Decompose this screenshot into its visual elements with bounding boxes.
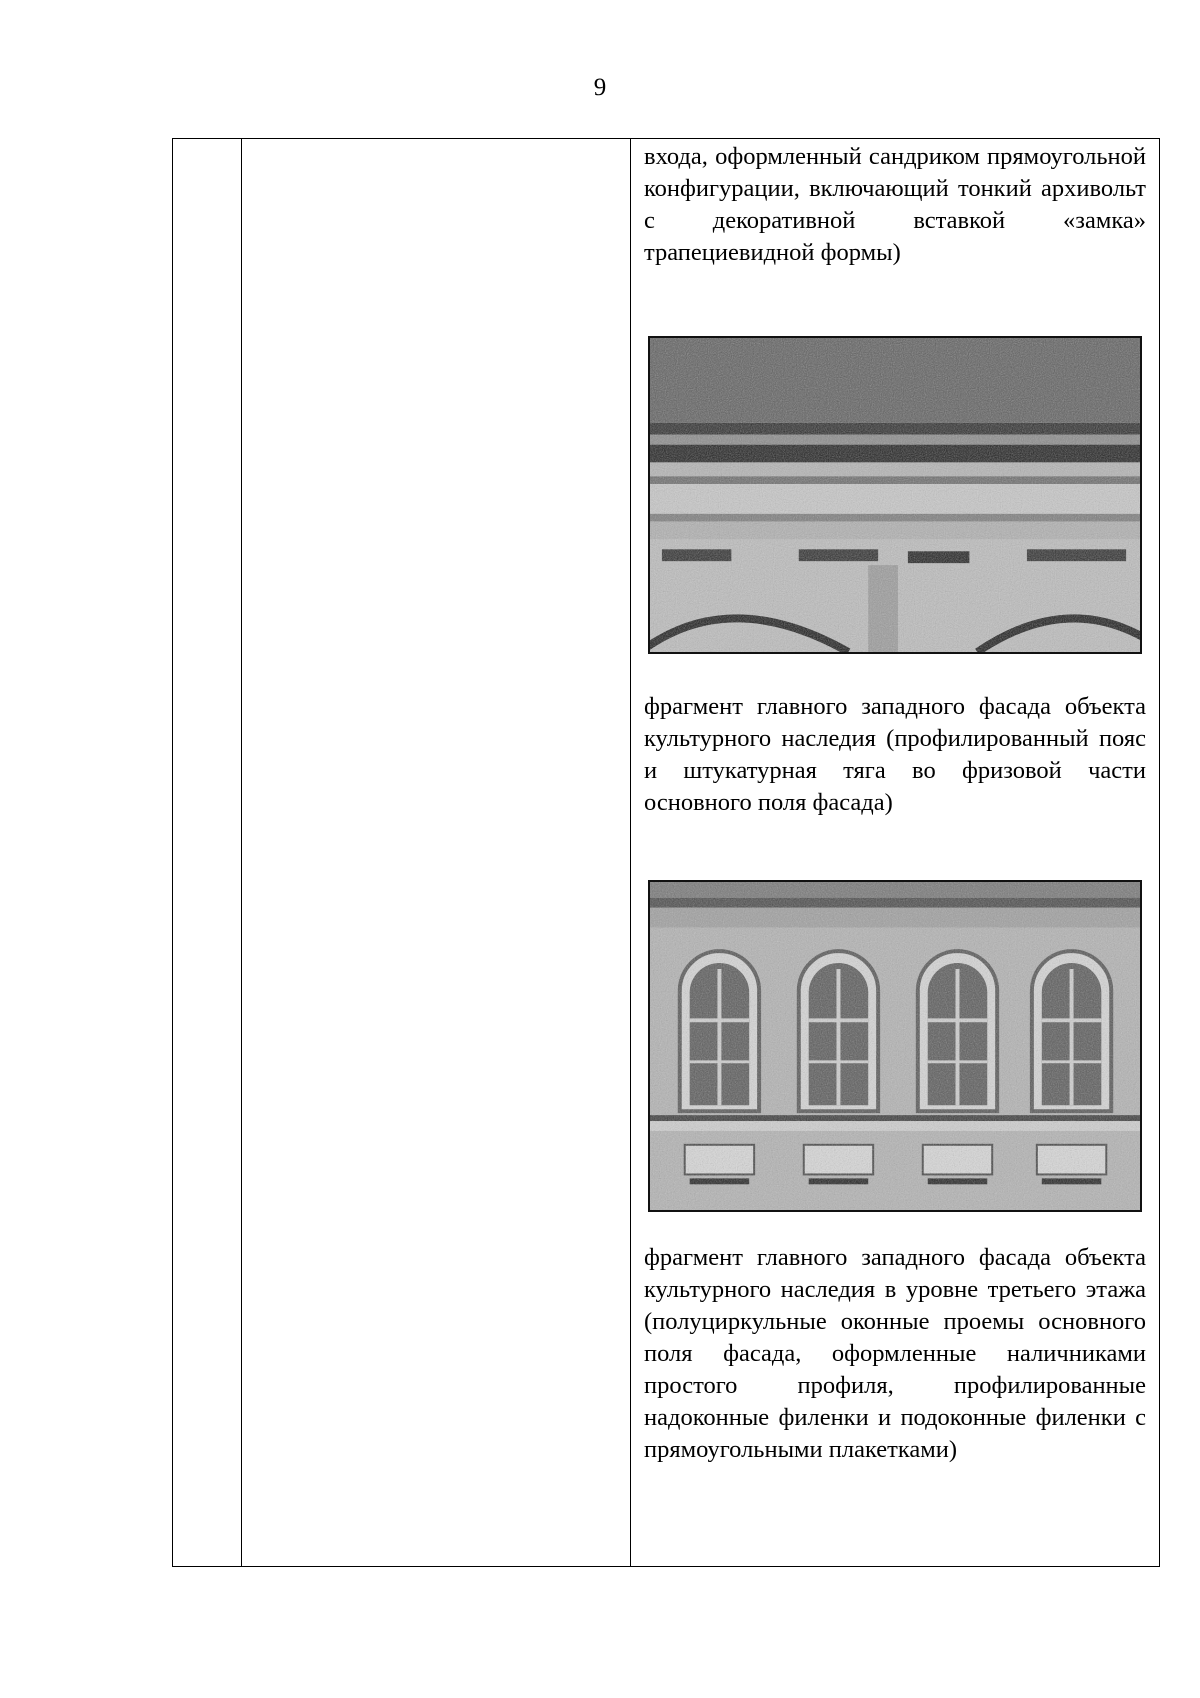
facade-cornice-photo — [648, 336, 1142, 654]
description-text-entrance: входа, оформленный сандриком прямоугольной конфигурации, включающий тонкий архивольт с декоративной вставкой «замка» трапециевидной формы) — [644, 143, 1146, 266]
page-number: 9 — [593, 74, 607, 101]
facade-windows-photo — [648, 880, 1142, 1212]
description-text-windows: фрагмент главного западного фасада объекта культурного наследия в уровне третьего этажа (полуциркульные оконные проемы основного поля фасада, оформленные наличниками простого профиля, профилированные надоконные филенки и подоконные филенки с прямоугольными плакетками) — [644, 1244, 1146, 1463]
column-divider-1 — [241, 139, 242, 1566]
description-table — [172, 138, 1160, 1567]
column-divider-2 — [630, 139, 631, 1566]
description-text-cornice: фрагмент главного западного фасада объекта культурного наследия (профилированный пояс и штукатурная тяга во фризовой части основного поля фасада) — [644, 693, 1146, 816]
